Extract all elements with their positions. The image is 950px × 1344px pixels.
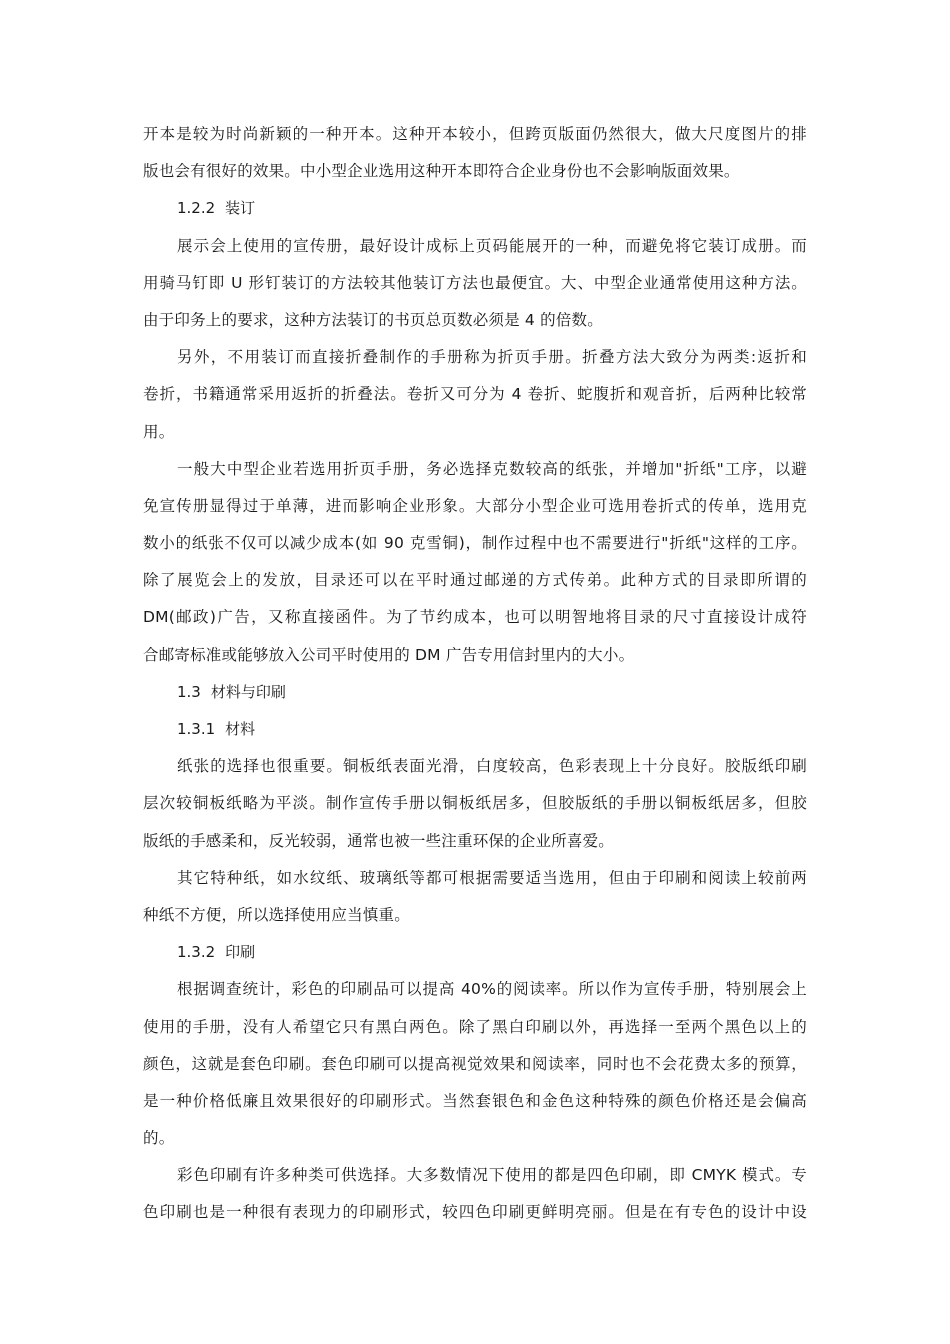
section-title: 印刷 (225, 943, 256, 962)
text-line: 使用的手册，没有人希望它只有黑白两色。除了黑白印刷以外，再选择一至两个黑色以上的 (143, 1017, 807, 1036)
section-title: 材料 (225, 720, 256, 738)
text-line: 的。 (143, 1129, 175, 1148)
text-line: 颜色，这就是套色印刷。套色印刷可以提高视觉效果和阅读率，同时也不会花费太多的预算， (143, 1054, 807, 1073)
paragraph (143, 451, 807, 674)
text-line: 种纸不方便，所以选择使用应当慎重。 (143, 905, 410, 924)
paragraph (143, 228, 807, 340)
text-line: 版纸的手感柔和，反光较弱，通常也被一些注重环保的企业所喜爱。 (143, 831, 615, 850)
text-line: 根据调查统计，彩色的印刷品可以提高 40%的阅读率。所以作为宣传手册，特别展会上 (177, 980, 807, 999)
paragraph (143, 971, 807, 1157)
text-line: 层次较铜板纸略为平淡。制作宣传手册以铜板纸居多，但胶版纸的手册以铜板纸居多，但胶 (143, 794, 807, 813)
section-title: 材料与印刷 (210, 682, 286, 701)
paragraph (143, 116, 807, 190)
text-line: 开本是较为时尚新颖的一种开本。这种开本较小，但跨页版面仍然很大，做大尺度图片的排 (143, 125, 807, 143)
text-line: 彩色印刷有许多种类可供选择。大多数情况下使用的都是四色印刷，即 CMYK 模式。专 (177, 1166, 807, 1185)
text-line: 展示会上使用的宣传册，最好设计成标上页码能展开的一种，而避免将它装订成册。而 (177, 236, 807, 255)
text-line: 除了展览会上的发放，目录还可以在平时通过邮递的方式传弟。此种方式的目录即所谓的 (143, 571, 807, 590)
text-line: 免宣传册显得过于单薄，进而影响企业形象。大部分小型企业可选用卷折式的传单，选用克 (143, 496, 807, 515)
text-line: 数小的纸张不仅可以减少成本(如 90 克雪铜)，制作过程中也不需要进行"折纸"这样的工序。 (143, 534, 807, 553)
text-line: 另外，不用装订而直接折叠制作的手册称为折页手册。折叠方法大致分为两类:返折和 (177, 348, 807, 367)
section-number: 1.3 (177, 682, 201, 701)
text-line: 色印刷也是一种很有表现力的印刷形式，较四色印刷更鲜明亮丽。但是在有专色的设计中设 (143, 1203, 807, 1222)
text-line: 版也会有很好的效果。中小型企业选用这种开本即符合企业身份也不会影响版面效果。 (143, 162, 740, 181)
paragraph (143, 748, 807, 860)
section-title: 装订 (225, 199, 256, 218)
text-line: 一般大中型企业若选用折页手册，务必选择克数较高的纸张，并增加"折纸"工序，以避 (177, 459, 807, 478)
paragraph (143, 1157, 807, 1231)
section-heading (143, 711, 807, 748)
text-line: 由于印务上的要求，这种方法装订的书页总页数必须是 4 的倍数。 (143, 310, 603, 329)
paragraph (143, 339, 807, 451)
section-number: 1.3.1 (177, 720, 216, 738)
text-line: DM(邮政)广告，又称直接函件。为了节约成本，也可以明智地将目录的尺寸直接设计成符 (143, 608, 807, 627)
text-line: 用骑马钉即 U 形钉装订的方法较其他装订方法也最便宜。大、中型企业通常使用这种方法。 (143, 273, 807, 292)
text-line: 纸张的选择也很重要。铜板纸表面光滑，白度较高，色彩表现上十分良好。胶版纸印刷 (177, 757, 807, 776)
paragraph (143, 860, 807, 934)
document-body (143, 116, 807, 1232)
text-line: 合邮寄标准或能够放入公司平时使用的 DM 广告专用信封里内的大小。 (143, 645, 635, 664)
text-line: 是一种价格低廉且效果很好的印刷形式。当然套银色和金色这种特殊的颜色价格还是会偏高 (143, 1091, 807, 1110)
section-heading (143, 934, 807, 971)
section-number: 1.3.2 (177, 943, 216, 962)
section-heading (143, 190, 807, 227)
text-line: 用。 (143, 422, 175, 441)
text-line: 卷折，书籍通常采用返折的折叠法。卷折又可分为 4 卷折、蛇腹折和观音折，后两种比较常 (143, 385, 807, 404)
text-line: 其它特种纸，如水纹纸、玻璃纸等都可根据需要适当选用，但由于印刷和阅读上较前两 (177, 868, 807, 887)
section-number: 1.2.2 (177, 199, 216, 218)
section-heading (143, 674, 807, 711)
